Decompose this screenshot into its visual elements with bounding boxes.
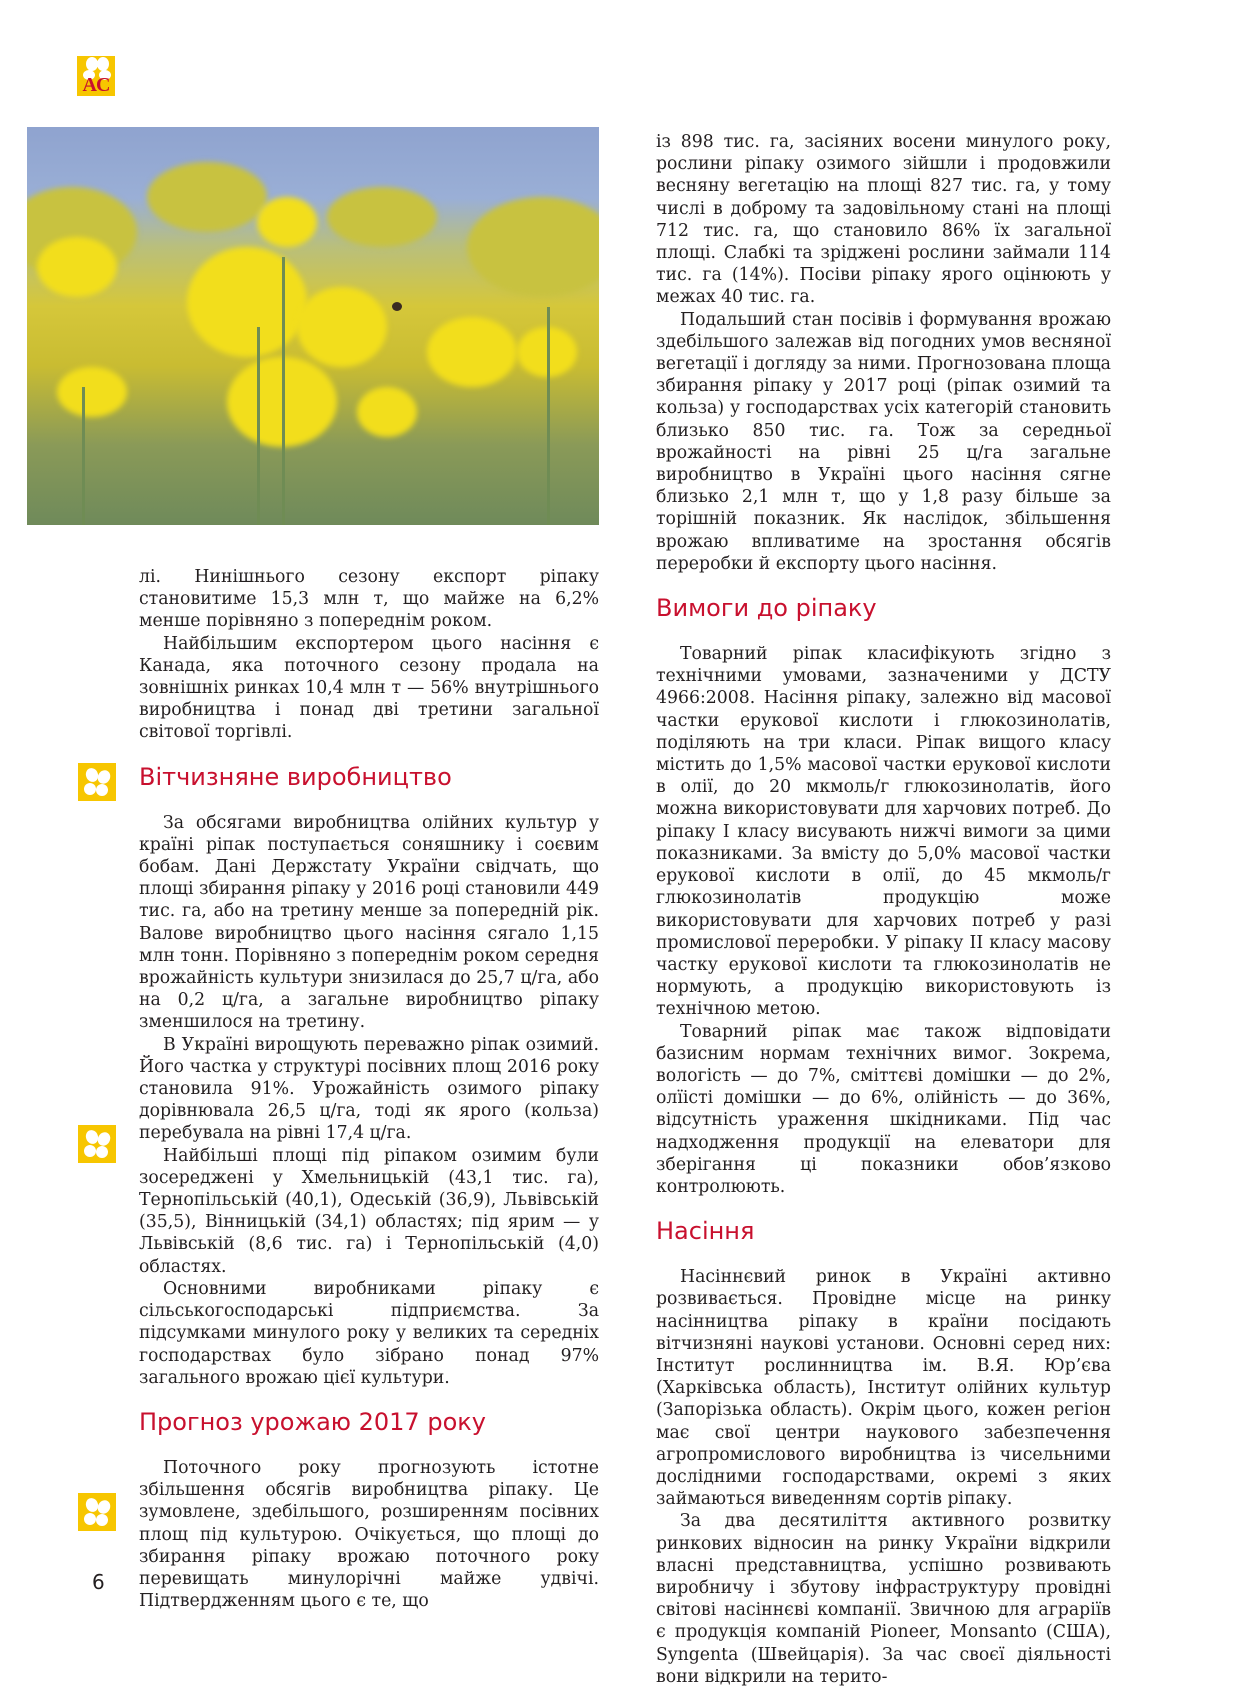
flower-icon bbox=[78, 1493, 116, 1531]
flower-icon bbox=[78, 1125, 116, 1163]
paragraph: Найбільші площі під ріпаком озимим були зосереджені у Хмельницькій (43,1 тис. га), Тернопільській (40,1), Одеській (36,9), Львівській (35,5), Вінницькій (34,1) областях; під ярим — у Львівській (8,6 тис. га) і Тернопільській (4,0) областях. bbox=[139, 1145, 599, 1277]
paragraph: Товарний ріпак класифікують згідно з технічними умовами, зазначеними у ДСТУ 4966:2008. Насіння ріпаку, залежно від масової частки ерукової кислоти і глюкозинолатів, поділяють на три класи. Ріпак вищого класу містить до 1,5% масової частки ерукової кислоти в олії, до 20 мкмоль/г глюкозинолатів, його можна використовувати для харчових потреб. До ріпаку І класу висувають нижчі вимоги за цими показниками. За вмісту до 5,0% масової частки ерукової кислоти в олії, до 45 мкмоль/г глюкозинолатів продукцію може використовувати для харчових потреб у разі промислової переробки. У ріпаку ІІ класу масову частку ерукової кислоти та глюкозинолатів не нормують, а продукцію використовують із технічною метою. bbox=[656, 644, 1111, 1020]
paragraph: Найбільшим експортером цього насіння є Канада, яка поточного сезону продала на зовнішніх ринках 10,4 млн т — 56% внутрішнього виробництва і понад дві третини загальної світової торгівлі. bbox=[139, 633, 599, 743]
section-heading-forecast-2017: Прогноз урожаю 2017 року bbox=[139, 1407, 486, 1436]
paragraph: лі. Нинішнього сезону експорт ріпаку становитиме 15,3 млн т, що майже на 6,2% менше порівняно з попереднім роком. bbox=[139, 567, 599, 632]
paragraph: Товарний ріпак має також відповідати базисним нормам технічних вимог. Зокрема, вологість — до 7%, сміттєві домішки — до 2%, олїісті домішки — до 6%, олійність — до 36%, відсутність ураження шкідниками. Під час надходження продукції на елеватори для зберігання ці показники обов’язково контролюють. bbox=[656, 1021, 1111, 1197]
paragraph: В Україні вирощують переважно ріпак озимий. Його частка у структурі посівних площ 2016 року становила 91%. Урожайність озимого ріпаку дорівнювала 26,5 ц/га, тоді як ярого (кольза) перебувала на рівні 17,4 ц/га. bbox=[139, 1034, 599, 1144]
paragraph: Подальший стан посівів і формування врожаю здебільшого залежав від погодних умов весняної вегетації і догляду за ними. Прогнозована площа збирання ріпаку у 2017 році (ріпак озимий та кольза) у господарствах усіх категорій становить близько 850 тис. га. Тож за середньої врожайності на рівні 25 ц/га загальне виробництво в Україні цього насіння сягне близько 2,1 млн т, що у 1,8 разу більше за торішній показник. Як наслідок, збільшення врожаю впливатиме на зростання обсягів переробки й експорту цього насіння. bbox=[656, 309, 1111, 574]
flower-icon bbox=[78, 763, 116, 801]
paragraph: із 898 тис. га, засіяних восени минулого року, рослини ріпаку озимого зійшли і продовжили весняну вегетацію на площі 827 тис. га, у тому числі в доброму та задовільному стані на площі 712 тис. га, що становило 86% їх загальної площі. Слабкі та зріджені рослини займали 114 тис. га (14%). Посіви ріпаку ярого оцінюють у межах 40 тис. га. bbox=[656, 132, 1111, 308]
magazine-logo bbox=[77, 56, 115, 96]
section-heading-seeds: Насіння bbox=[656, 1217, 755, 1246]
section-heading-domestic-production: Вітчизняне виробництво bbox=[139, 762, 452, 791]
paragraph: Основними виробниками ріпаку є сільськогосподарські підприємства. За підсумками минулого року у великих та середніх господарствах було зібрано понад 97% загального врожаю цієї культури. bbox=[139, 1278, 599, 1388]
paragraph: За обсягами виробництва олійних культур у країні ріпак поступається соняшнику і соєвим бобам. Дані Держстату України свідчать, що площі збирання ріпаку у 2016 році становили 449 тис. га, або на третину менше за попередній рік. Валове виробництво цього насіння сягало 1,15 млн тонн. Порівняно з попереднім роком середня врожайність культури знизилася до 25,7 ц/га, або на 0,2 ц/га, а загальне виробництво ріпаку зменшилося на третину. bbox=[139, 812, 599, 1033]
paragraph: Поточного року прогнозують істотне збільшення обсягів виробництва ріпаку. Це зумовлене, здебільшого, розширенням посівних площ під культурою. Очікується, що площі до збирання ріпаку врожаю поточного року перевищать минулорічні майже удвічі. Підтвердженням цього є те, що bbox=[139, 1457, 599, 1612]
section-heading-requirements: Вимоги до ріпаку bbox=[656, 594, 877, 623]
rapeseed-field-photo bbox=[27, 127, 599, 525]
paragraph: За два десятиліття активного розвитку ринкових відносин на ринку України відкрили власні представництва, успішно розвивають виробничу і збутову інфраструктуру провідні світові насіннєві компанії. Звичною для аграріїв є продукція компаній Pioneer, Monsanto (США), Syngenta (Швейцарія). За час своєї діяльності вони відкрили на терито- bbox=[656, 1511, 1111, 1687]
left-column bbox=[139, 566, 599, 1612]
right-column bbox=[656, 131, 1111, 1688]
logo-text: AC bbox=[82, 74, 110, 96]
paragraph: Насіннєвий ринок в Україні активно розвивається. Провідне місце на ринку насінництва ріпаку в країни посідають вітчизняні наукові установи. Основні серед них: Інститут рослинництва ім. В.Я. Юр’єва (Харківська область), Інститут олійних культур (Запорізька область). Окрім цього, кожен регіон має свої центри наукового забезпечення агропромислового виробництва із чисельними дослідними господарствами, окремі з яких займаються виведенням сортів ріпаку. bbox=[656, 1267, 1111, 1510]
page-number: 6 bbox=[92, 1570, 105, 1594]
bee bbox=[392, 302, 402, 311]
